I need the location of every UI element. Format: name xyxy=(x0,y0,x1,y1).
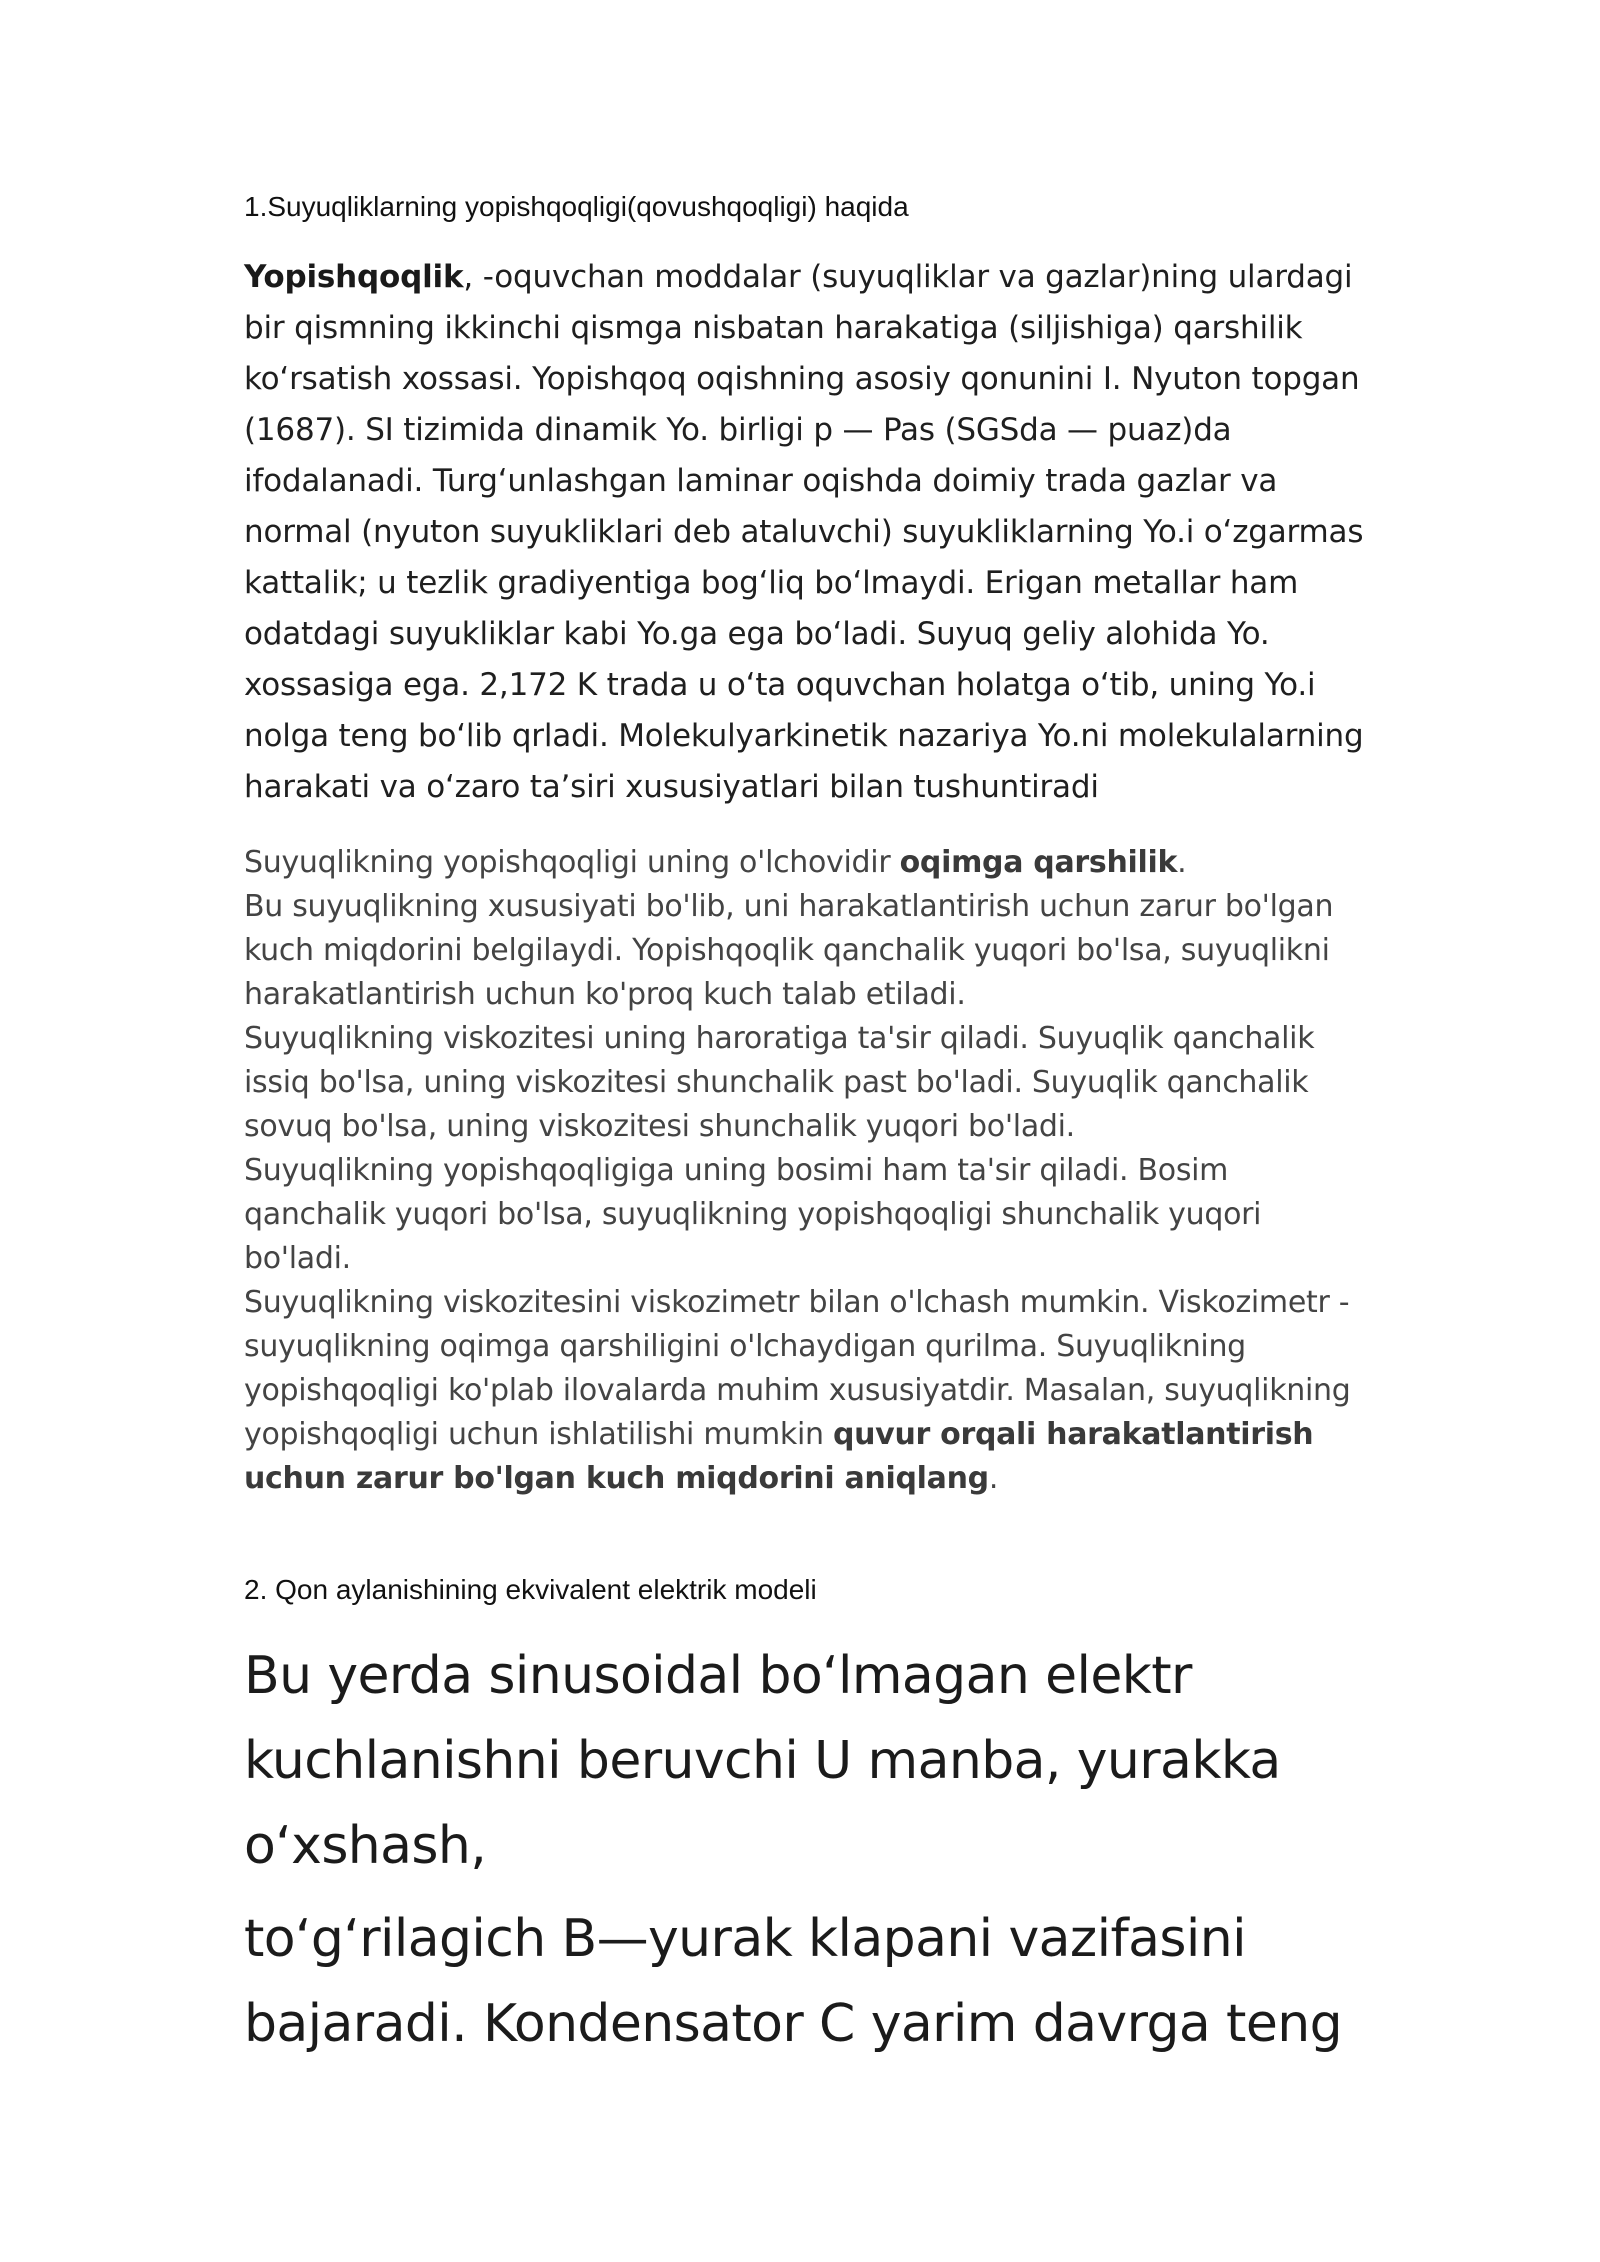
section1-heading: 1.Suyuqliklarning yopishqoqligi(qovushqoqligi) haqida xyxy=(244,191,909,222)
explanation-line-5-text: Suyuqlikning viskozitesini viskozimetr bilan o'lchash mumkin. Viskozimetr - suyuqlikning oqimga qarshiligini o'lchaydigan qurilma. Suyuqlikning yopishqoqligi ko'plab ilovalarda muhim xususiyatdir. Masalan, suyuqlikning yopishqoqligi uchun ishlatilishi mumkin xyxy=(244,1284,1351,1452)
explanation-line-1-text: Suyuqlikning yopishqoqligi uning o'lchovidir xyxy=(244,844,900,880)
explanation-line-4: Suyuqlikning yopishqoqligiga uning bosimi ham ta'sir qiladi. Bosim qanchalik yuqori bo'lsa, suyuqlikning yopishqoqligi shunchalik yuqori bo'ladi. xyxy=(244,1152,1262,1276)
definition-text: , -oquvchan moddalar (suyuqliklar va gazlar)ning ulardagi bir qismning ikkinchi qismga nisbatan harakatiga (siljishiga) qarshilik koʻrsatish xossasi. Yopishqoq oqishning asosiy qonunini I. Nyuton topgan (1687). SI tizimida dinamik Yo. birligi p — Pas (SGSda — puaz)da ifodalanadi. Turgʻunlashgan laminar oqishda doimiy trada gazlar va normal (nyuton suyukliklari deb ataluvchi) suyukliklarning Yo.i oʻzgarmas kattalik; u tezlik gradiyentiga bogʻliq boʻlmaydi. Erigan metallar ham odatdagi suyukliklar kabi Yo.ga ega boʻladi. Suyuq geliy alohida Yo. xossasiga ega. 2,172 K trada u oʻta oquvchan holatga oʻtib, uning Yo.i nolga teng boʻlib qrladi. Molekulyarkinetik nazariya Yo.ni molekulalarning harakati va oʻzaro taʼsiri xususiyatlari bilan tushuntiradi xyxy=(244,258,1364,805)
definition-paragraph xyxy=(244,252,1374,813)
explanation-line-3: Suyuqlikning viskozitesi uning haroratiga ta'sir qiladi. Suyuqlik qanchalik issiq bo'lsa, uning viskozitesi shunchalik past bo'ladi. Suyuqlik qanchalik sovuq bo'lsa, uning viskozitesi shunchalik yuqori bo'ladi. xyxy=(244,1020,1315,1144)
model-paragraph-1: Bu yerda sinusoidal boʻlmagan elektr kuchlanishni beruvchi U manba, yurakka oʻxshash, xyxy=(244,1646,1281,1877)
viscosity-explanation xyxy=(244,841,1374,1501)
explanation-line-2: Bu suyuqlikning xususiyati bo'lib, uni harakatlantirish uchun zarur bo'lgan kuch miqdorini belgilaydi. Yopishqoqlik qanchalik yuqori bo'lsa, suyuqlikni harakatlantirish uchun ko'proq kuch talab etiladi. xyxy=(244,888,1334,1012)
explanation-line-1-bold: oqimga qarshilik xyxy=(899,844,1178,880)
explanation-line-5 xyxy=(244,1281,1374,1501)
explanation-line-1-end: . xyxy=(1177,844,1187,880)
explanation-line-5-bold: quvur orqali harakatlantirish uchun zarur bo'lgan kuch miqdorini aniqlang xyxy=(244,1416,1314,1496)
model-paragraph-2: toʻgʻrilagich B—yurak klapani vazifasini bajaradi. Kondensator C yarim davrga teng xyxy=(244,1909,1342,2055)
explanation-line-1 xyxy=(244,841,1374,885)
explanation-line-5-end: . xyxy=(988,1460,999,1496)
document-page xyxy=(244,190,1374,2075)
definition-term: Yopishqoqlik xyxy=(244,258,464,295)
section2-heading: 2. Qon aylanishining ekvivalent elektrik modeli xyxy=(244,1573,817,1605)
